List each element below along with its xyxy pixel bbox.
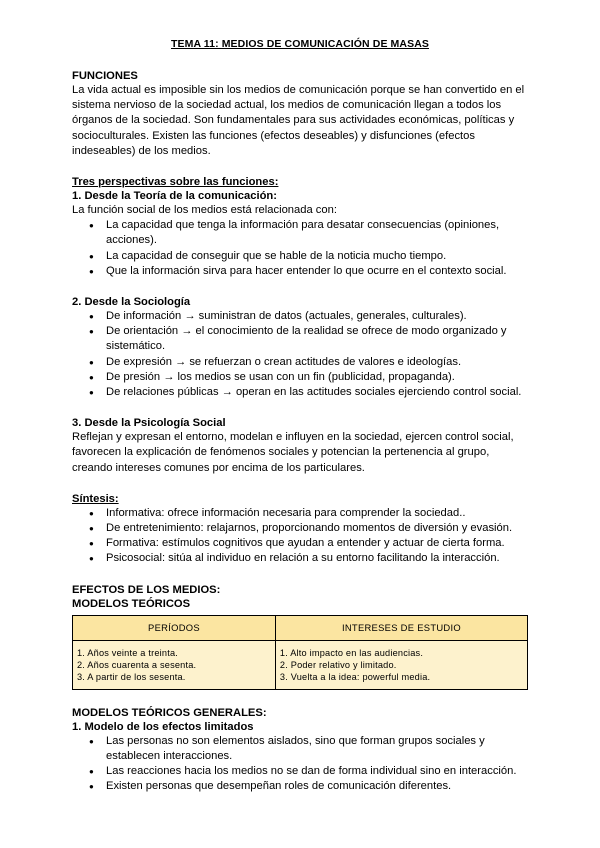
table-cell-line: 3. A partir de los sesenta.	[77, 671, 186, 682]
table-cell-line: 1. Años veinte a treinta.	[77, 647, 179, 658]
sintesis-list	[72, 506, 528, 567]
list-item: ● Informativa: ofrece información necesaria para comprender la sociedad..	[106, 506, 528, 521]
list-item: ● De presión → los medios se usan con un fin (publicidad, propaganda).	[106, 370, 528, 385]
table-cell-intereses	[275, 640, 527, 689]
efectos-heading: EFECTOS DE LOS MEDIOS:	[72, 583, 221, 596]
list-item: ● Que la información sirva para hacer entender lo que ocurre en el contexto social.	[106, 264, 528, 279]
teoria-intro: La función social de los medios está relacionada con:	[72, 204, 337, 217]
funciones-heading: FUNCIONES	[72, 70, 138, 82]
list-item: ● De expresión → se refuerzan o crean actitudes de valores e ideologías.	[106, 355, 528, 370]
list-item: ● De relaciones públicas → operan en las actitudes sociales ejerciendo control social.	[106, 385, 528, 400]
list-item: ● Existen personas que desempeñan roles de comunicación diferentes.	[106, 779, 528, 794]
sociologia-heading: 2. Desde la Sociología	[72, 296, 191, 309]
generales-list	[72, 734, 528, 795]
table-header: PERÍODOS	[73, 615, 276, 640]
teoria-list	[72, 218, 528, 279]
page-title: TEMA 11: MEDIOS DE COMUNICACIÓN DE MASAS	[171, 38, 429, 50]
generales-heading: MODELOS TEÓRICOS GENERALES:	[72, 706, 267, 719]
list-item: ● De información → suministran de datos (actuales, generales, culturales).	[106, 309, 528, 324]
table-cell-line: 2. Años cuarenta a sesenta.	[77, 659, 197, 670]
funciones-paragraph: La vida actual es imposible sin los medios de comunicación porque se han convertido en el sistema nervioso de la sociedad actual, los medios de comunicación llegan a todos los órganos de la sociedad. Son fundamentales para sus actividades económicas, políticas y socioculturales. Existen las funciones (efectos deseables) y disfunciones (efectos indeseables) de los medios.	[72, 84, 525, 157]
perspectivas-heading: Tres perspectivas sobre las funciones:	[72, 176, 279, 189]
list-item: ● Psicosocial: sitúa al individuo en relación a su entorno facilitando la interacción.	[106, 551, 528, 566]
sintesis-heading: Síntesis:	[72, 492, 119, 505]
modelos-heading: MODELOS TEÓRICOS	[72, 597, 191, 610]
efectos-table	[72, 615, 528, 690]
list-item: ● De entretenimiento: relajarnos, proporcionando momentos de diversión y evasión.	[106, 521, 528, 536]
psicologia-paragraph: Reflejan y expresan el entorno, modelan e influyen en la sociedad, ejercen control social, favorecen la explicación de fenómenos sociales y potencian la pertenencia al grupo, creando intereses comunes por encima de los particulares.	[72, 431, 514, 474]
table-cell-line: 3. Vuelta a la idea: powerful media.	[279, 671, 431, 682]
list-item: ● La capacidad de conseguir que se hable de la noticia mucho tiempo.	[106, 249, 528, 264]
list-item: ● Las personas no son elementos aislados, sino que forman grupos sociales y establecen interacciones.	[106, 734, 528, 764]
list-item: ● Formativa: estímulos cognitivos que ayudan a entender y actuar de cierta forma.	[106, 536, 528, 551]
sociologia-list	[72, 309, 528, 400]
psicologia-heading: 3. Desde la Psicología Social	[72, 417, 226, 430]
table-cell-line: 1. Alto impacto en las audiencias.	[279, 647, 424, 658]
teoria-heading: 1. Desde la Teoría de la comunicación:	[72, 190, 277, 203]
list-item: ● De orientación → el conocimiento de la realidad se ofrece de modo organizado y sistemático.	[106, 324, 528, 354]
efectos-limitados-heading: 1. Modelo de los efectos limitados	[72, 720, 254, 733]
table-cell-line: 2. Poder relativo y limitado.	[279, 659, 397, 670]
table-header: INTERESES DE ESTUDIO	[275, 615, 527, 640]
list-item: ● Las reacciones hacia los medios no se dan de forma individual sino en interacción.	[106, 764, 528, 779]
list-item: ● La capacidad que tenga la información para desatar consecuencias (opiniones, acciones).	[106, 218, 528, 248]
table-cell-periodos	[73, 640, 276, 689]
